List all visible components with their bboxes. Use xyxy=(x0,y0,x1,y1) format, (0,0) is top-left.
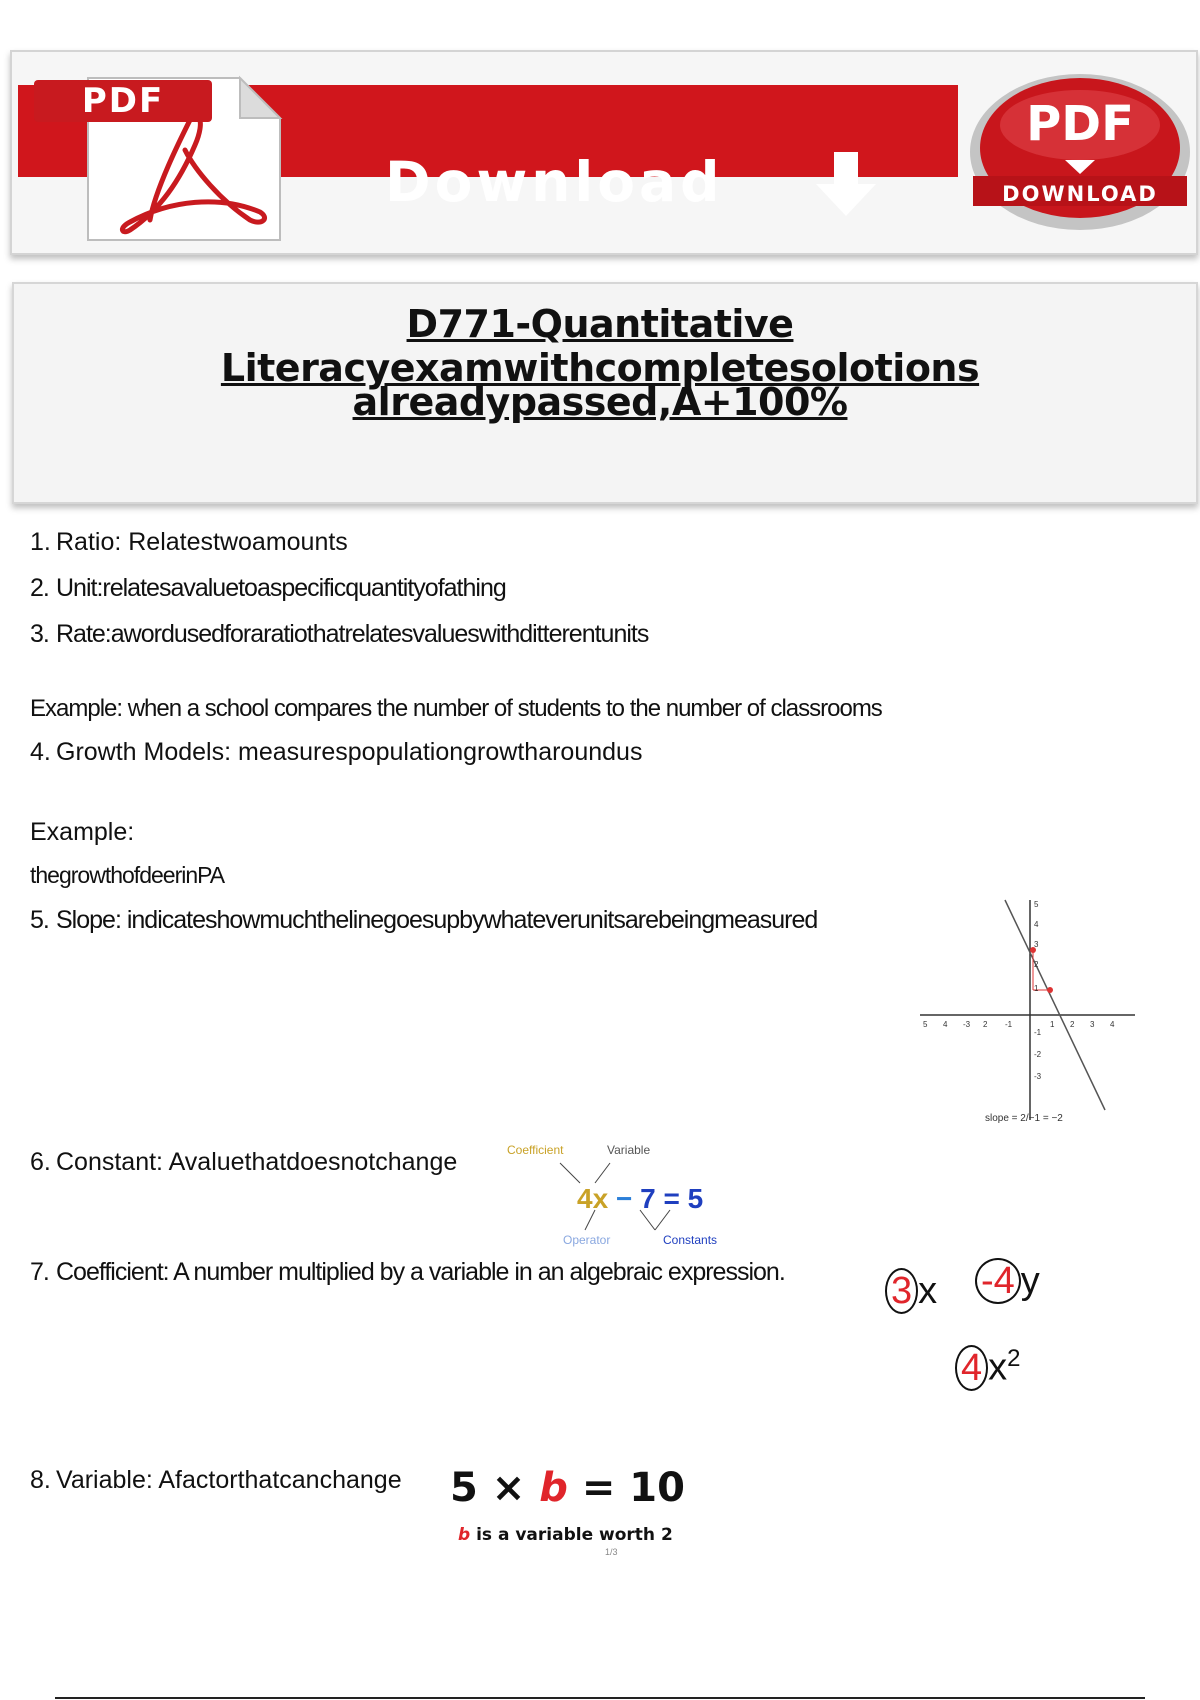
equation xyxy=(577,1183,703,1215)
variable-note xyxy=(458,1525,673,1545)
equation-constant: 5 xyxy=(687,1183,704,1214)
y-tick-label: 1 xyxy=(1034,984,1039,993)
equation-constant: 7 xyxy=(640,1183,656,1214)
equation-variable: x xyxy=(592,1183,609,1214)
item-number: 6. xyxy=(30,1148,51,1176)
coef-variable: y xyxy=(1020,1260,1040,1302)
equation-equals: = xyxy=(663,1183,680,1214)
variable-example xyxy=(440,1465,700,1565)
item-number: 4. xyxy=(30,738,51,766)
eq-times: × xyxy=(491,1465,526,1511)
y-tick-label: 5 xyxy=(1034,900,1039,909)
circled-coefficient: -4 xyxy=(975,1258,1021,1304)
pdf-file-tag: PDF xyxy=(34,80,212,122)
badge-pdf-label: PDF xyxy=(1026,96,1134,152)
slope-line xyxy=(1005,900,1105,1110)
y-tick-label: -3 xyxy=(1034,1072,1042,1081)
pdf-file-icon xyxy=(30,70,290,245)
list-item xyxy=(30,738,642,767)
item-text: Ratio: Relatestwoamounts xyxy=(56,528,348,556)
download-label[interactable]: Download xyxy=(385,150,724,214)
list-item xyxy=(30,906,817,935)
y-tick-label: 4 xyxy=(1034,920,1039,929)
item-text: Growth Models: measurespopulationgrowtharoundus xyxy=(56,738,643,766)
variable-label: Variable xyxy=(607,1143,651,1157)
list-item xyxy=(30,620,648,649)
slope-caption: slope = 2/−1 = −2 xyxy=(985,1113,1063,1124)
example-text xyxy=(30,695,882,723)
coefficient-label: Coefficient xyxy=(507,1143,564,1157)
circled-coefficient: 3 xyxy=(885,1268,918,1314)
coef-exponent: 2 xyxy=(1007,1345,1021,1372)
download-arrow-icon[interactable] xyxy=(810,148,882,220)
constants-label: Constants xyxy=(663,1233,718,1247)
coef-variable: x xyxy=(918,1270,938,1312)
item-number: 5. xyxy=(30,906,49,934)
coef-variable: x xyxy=(988,1346,1008,1389)
badge-download-label: DOWNLOAD xyxy=(1002,182,1158,206)
note-text: is a variable worth 2 xyxy=(476,1525,673,1545)
item-text: Rate:awordusedforaratiothatrelatesvalueswithditterentunits xyxy=(56,620,649,648)
y-tick-label: 2 xyxy=(1034,960,1039,969)
x-tick-label: 2 xyxy=(1070,1020,1075,1029)
y-tick-label: -2 xyxy=(1034,1050,1042,1059)
coef-term xyxy=(885,1270,937,1313)
bottom-divider xyxy=(55,1697,1145,1699)
item-text: Example: xyxy=(30,818,135,846)
example-label xyxy=(30,818,134,847)
document-title-line-2: alreadypassed,A+100% xyxy=(352,380,848,424)
circled-coefficient: 4 xyxy=(955,1345,988,1391)
item-text: Constant: Avaluethatdoesnotchange xyxy=(56,1148,458,1176)
variable-equation xyxy=(450,1465,685,1511)
item-text: Coefficient: A number multiplied by a variable in an algebraic expression. xyxy=(56,1258,785,1286)
list-item xyxy=(30,1466,402,1495)
y-tick-label: 3 xyxy=(1034,940,1039,949)
x-tick-label: -3 xyxy=(963,1020,971,1029)
item-number: 3. xyxy=(30,620,49,648)
item-text: Unit:relatesavaluetoaspecificquantityofathing xyxy=(56,574,506,602)
coef-term xyxy=(955,1345,1021,1390)
item-text: Variable: Afactorthatcanchange xyxy=(56,1466,402,1494)
operator-label: Operator xyxy=(563,1233,611,1247)
x-tick-label: -1 xyxy=(1005,1020,1013,1029)
item-number: 7. xyxy=(30,1258,49,1286)
eq-constant: 5 xyxy=(450,1465,478,1511)
item-text: thegrowthofdeerinPA xyxy=(30,862,225,888)
x-tick-label: 4 xyxy=(943,1020,948,1029)
slope-graph xyxy=(915,895,1140,1135)
eq-equals: = xyxy=(581,1465,616,1511)
item-text: Slope: indicateshowmuchthelinegoesupbywhateverunitsarebeingmeasured xyxy=(56,906,818,934)
list-item xyxy=(30,1148,457,1177)
y-tick-label: -1 xyxy=(1034,1028,1042,1037)
coefficient-examples xyxy=(880,1260,1080,1435)
example-text xyxy=(30,862,224,889)
item-text: Example: when a school compares the number of students to the number of classrooms xyxy=(30,695,882,722)
equation-parts-diagram xyxy=(495,1135,755,1255)
document-title-line-1: D771-Quantitative Literacyexamwithcompletesolotions xyxy=(220,302,980,390)
eq-variable: b xyxy=(539,1465,568,1511)
pdf-download-badge[interactable] xyxy=(965,70,1195,235)
x-tick-label: 2 xyxy=(983,1020,988,1029)
x-tick-label: 5 xyxy=(923,1020,928,1029)
x-tick-label: 3 xyxy=(1090,1020,1095,1029)
equation-coefficient: 4 xyxy=(577,1183,593,1214)
item-number: 8. xyxy=(30,1466,51,1494)
coef-term xyxy=(975,1260,1040,1303)
item-number: 1. xyxy=(30,528,51,556)
note-variable: b xyxy=(458,1525,471,1545)
x-tick-label: 4 xyxy=(1110,1020,1115,1029)
list-item xyxy=(30,1258,785,1287)
list-item xyxy=(30,574,506,603)
eq-constant: 10 xyxy=(629,1465,685,1511)
list-item xyxy=(30,528,348,557)
equation-operator: − xyxy=(615,1183,633,1214)
item-number: 2. xyxy=(30,574,49,602)
page-marker: 1/3 xyxy=(605,1547,618,1557)
x-tick-label: 1 xyxy=(1050,1020,1055,1029)
